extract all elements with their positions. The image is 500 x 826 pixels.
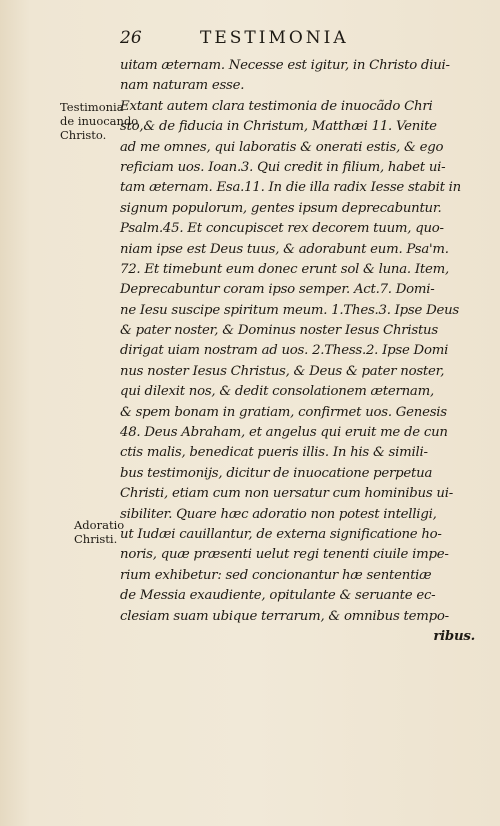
- running-title: TESTIMONIA: [200, 28, 349, 48]
- text-line: dirigat uiam nostram ad uos. 2.Thess.2. Ipse Domi: [120, 343, 449, 359]
- text-line: tam æternam. Esa.11. In die illa radix Iesse stabit in: [120, 180, 461, 196]
- text-line: signum populorum, gentes ipsum deprecabuntur.: [120, 200, 442, 216]
- text-line: ad me omnes, qui laboratis & onerati estis, & ego: [120, 139, 444, 155]
- text-line: Christi, etiam cum non uersatur cum hominibus ui-: [120, 486, 453, 502]
- margin-note-line: de inuocando: [60, 114, 139, 128]
- text-line: Psalm.45. Et concupiscet rex decorem tuum, quo-: [120, 221, 444, 237]
- text-line: ctis malis, benedicat pueris illis. In his & simili-: [120, 445, 428, 461]
- margin-note-line: Christo.: [60, 128, 107, 142]
- margin-note-line: Adoratio: [74, 518, 125, 532]
- text-line-final: ribus.: [433, 628, 475, 644]
- text-line: & spem bonam in gratiam, confirmet uos. Genesis: [120, 404, 447, 420]
- margin-note-line: Christi.: [74, 532, 118, 546]
- text-line: reficiam uos. Ioan.3. Qui credit in filium, habet ui-: [120, 159, 446, 175]
- text-line: noris, quæ præsenti uelut regi tenenti ciuile impe-: [120, 547, 449, 563]
- text-line: niam ipse est Deus tuus, & adorabunt eum. Psa'm.: [120, 241, 449, 257]
- text-line: nam naturam esse.: [120, 78, 245, 94]
- text-line: rium exhibetur: sed concionantur hæ sententiæ: [120, 567, 432, 583]
- text-line: clesiam suam ubique terrarum, & omnibus tempo-: [120, 608, 449, 624]
- text-line: Extant autem clara testimonia de inuocãdo Chri: [120, 98, 433, 114]
- text-line: sibiliter. Quare hæc adoratio non potest intelligi,: [120, 506, 437, 522]
- text-line: bus testimonijs, dicitur de inuocatione perpetua: [120, 465, 433, 481]
- text-line: & pater noster, & Dominus noster Iesus Christus: [120, 323, 438, 339]
- text-line: Deprecabuntur coram ipso semper. Act.7. Domi-: [120, 282, 435, 298]
- text-line: qui dilexit nos, & dedit consolationem æternam,: [120, 384, 434, 400]
- text-line: 72. Et timebunt eum donec erunt sol & luna. Item,: [120, 261, 449, 277]
- text-line: de Messia exaudiente, opitulante & seruante ec-: [120, 588, 436, 604]
- text-line: sto,& de fiducia in Christum, Matthæi 11. Venite: [120, 119, 437, 135]
- text-line: ut Iudæi cauillantur, de externa significatione ho-: [120, 526, 442, 542]
- text-line: 48. Deus Abraham, et angelus qui eruit me de cun: [120, 425, 448, 441]
- text-line: uitam æternam. Necesse est igitur, in Christo diui-: [120, 58, 450, 73]
- margin-note-adoratio: [74, 518, 124, 546]
- page-header: [120, 28, 460, 50]
- margin-note-line: Testimonia: [60, 100, 124, 114]
- body-text: [120, 56, 475, 647]
- text-line: nus noster Iesus Christus, & Deus & pater noster,: [120, 363, 445, 379]
- text-line: ne Iesu suscipe spiritum meum. 1.Thes.3. Ipse Deus: [120, 302, 460, 318]
- page-number: 26: [120, 28, 142, 48]
